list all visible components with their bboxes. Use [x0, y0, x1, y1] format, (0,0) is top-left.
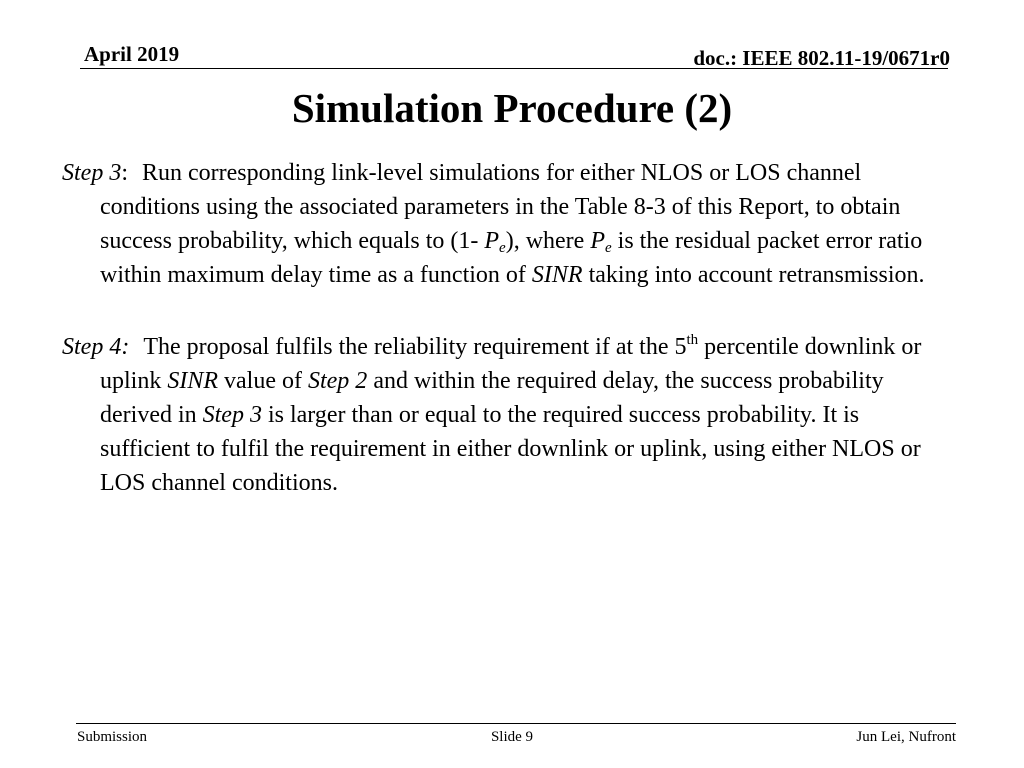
- footer-author: Jun Lei, Nufront: [856, 729, 956, 745]
- step-3-subscript-1: e: [499, 240, 506, 256]
- header-doc-id: doc.: IEEE 802.11-19/0671r0: [693, 46, 950, 70]
- step-3-paragraph: [62, 156, 932, 292]
- step-4-text-3: value of: [218, 368, 308, 394]
- step-3-text-1: Run corresponding link-level simulations for either NLOS or LOS channel conditions using the associated parameters in the Table 8-3 of this Report, to obtain success probability, which equals to (1-: [100, 160, 901, 254]
- step-3-sinr: SINR: [531, 262, 583, 288]
- step-4-sinr: SINR: [167, 368, 219, 394]
- step-4-ref-step-2: Step 2: [307, 368, 368, 394]
- footer-divider: [76, 723, 956, 724]
- step-4-ref-step-3: Step 3: [202, 402, 262, 428]
- step-3-text-4: taking into account retransmission.: [582, 262, 925, 288]
- slide-body: [62, 156, 932, 500]
- slide-title: Simulation Procedure (2): [291, 85, 733, 131]
- step-4-text-5: is larger than or equal to the required success probability. It is sufficient to fulfil the requirement in either downlink or uplink, using either NLOS or LOS channel conditions.: [100, 402, 921, 496]
- step-4-text-4: and within the required delay, the success probability derived in: [100, 368, 884, 428]
- step-4-text-1: The proposal fulfils the reliability requirement if at the 5: [143, 334, 687, 360]
- step-4-label: Step 4:: [62, 334, 130, 360]
- header-divider: [80, 68, 948, 69]
- step-4-text-2: percentile downlink or uplink: [100, 334, 922, 394]
- step-3-text-3: is the residual packet error ratio within maximum delay time as a function of: [100, 228, 923, 288]
- footer-slide-number: Slide 9: [490, 729, 534, 745]
- step-3-p-symbol-2: P: [590, 228, 605, 254]
- step-3-subscript-2: e: [605, 240, 612, 256]
- step-4-superscript: th: [686, 332, 699, 348]
- step-3-label: Step 3: [62, 160, 122, 186]
- step-4-paragraph: [62, 330, 932, 500]
- step-3-p-symbol-1: P: [484, 228, 500, 254]
- footer-submission: Submission: [77, 729, 148, 745]
- header-date: April 2019: [84, 42, 180, 66]
- step-3-colon: :: [121, 160, 128, 186]
- step-3-text-2: ), where: [505, 228, 591, 254]
